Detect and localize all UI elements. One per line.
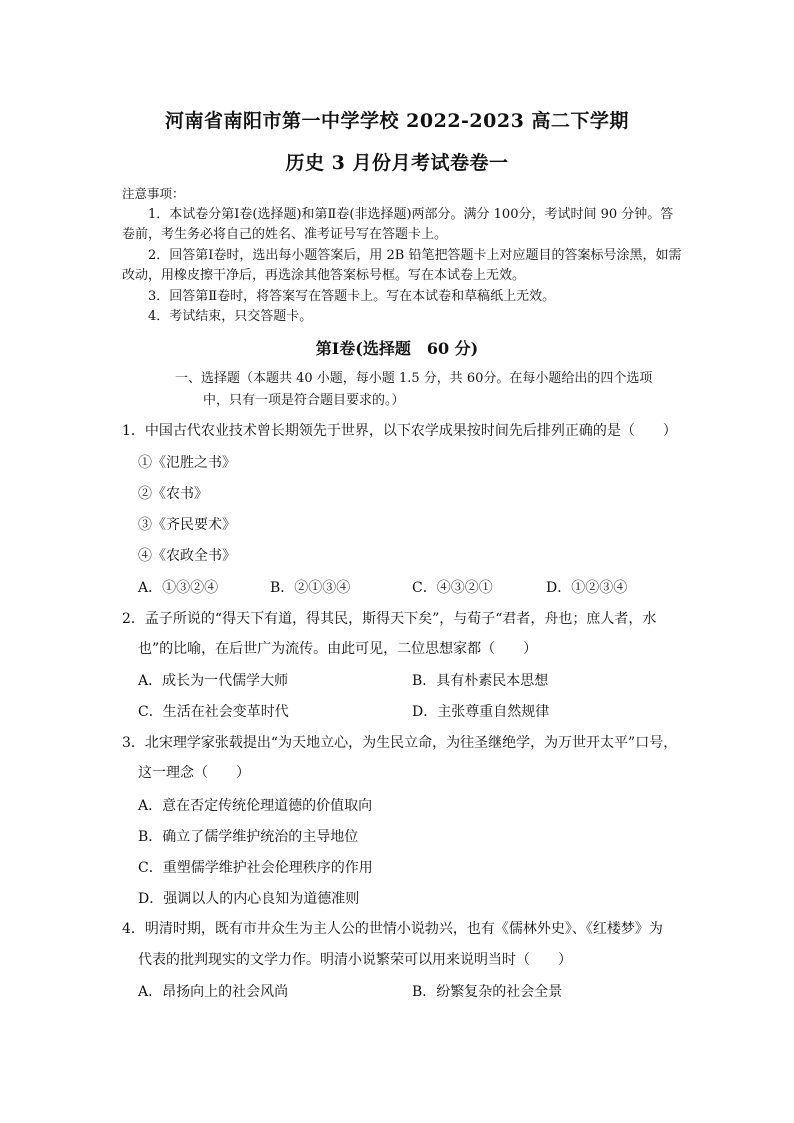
question-stem: 3．北宋理学家张载提出“为天地立心，为生民立命，为往圣继绝学，为万世开太平”口号，	[122, 735, 678, 751]
notice-item: 4．考试结束，只交答题卡。	[148, 309, 313, 324]
instruction-line: 一、选择题（本题共 40 小题，每小题 1.5 分，共 60分。在每小题给出的四个选项	[175, 371, 653, 386]
list-item: ②《农书》	[138, 486, 208, 502]
section-instruction	[175, 368, 675, 412]
notice-item: 3．回答第Ⅱ卷时，将答案写在答题卡上。写在本试卷和草稿纸上无效。	[148, 288, 556, 304]
option-c[interactable]: C．④③②①	[412, 580, 493, 596]
list-item: ③《齐民要术》	[138, 517, 236, 533]
option-b[interactable]: B．确立了儒学维护统治的主导地位	[138, 829, 359, 845]
question-stem: 1．中国古代农业技术曾长期领先于世界，以下农学成果按时间先后排列正确的是（ ）	[122, 423, 677, 439]
notice-item: 2．回答第Ⅰ卷时，选出每小题答案后，用 2B 铅笔把答题卡上对应题目的答案标号涂黑，如需改动，用橡皮擦干净后，再选涂其他答案标号框。写在本试卷上无效。	[122, 247, 682, 283]
notice-item: 1．本试卷分第Ⅰ卷(选择题)和第Ⅱ卷(非选择题)两部分。满分 100分，考试时间 90 分钟。答卷前，考生务必将自己的姓名、准考证号写在答题卡上。	[122, 206, 674, 242]
question-stem: 2．孟子所说的“得天下有道，得其民，斯得天下矣”，与荀子“君者，舟也；庶人者，水	[122, 611, 657, 627]
option-c[interactable]: C．生活在社会变革时代	[138, 704, 289, 720]
list-item: ④《农政全书》	[138, 548, 236, 564]
section-title: 第Ⅰ卷(选择题 60 分)	[315, 339, 479, 358]
option-d[interactable]: D．①②③④	[546, 580, 628, 596]
notice-heading: 注意事项：	[122, 186, 185, 201]
question-stem: 也”的比喻，在后世广为流传。由此可见，二位思想家都（ ）	[138, 641, 538, 657]
option-a[interactable]: A．意在否定传统伦理道德的价值取向	[138, 798, 373, 814]
option-c[interactable]: C．重塑儒学维护社会伦理秩序的作用	[138, 860, 373, 876]
exam-subtitle: 历史 3 月份月考试卷卷一	[285, 152, 509, 174]
question-stem: 代表的批判现实的文学力作。明清小说繁荣可以用来说明当时（ ）	[138, 952, 572, 968]
option-a[interactable]: A．①③②④	[138, 580, 219, 596]
option-a[interactable]: A．昂扬向上的社会风尚	[138, 984, 289, 1000]
exam-title: 河南省南阳市第一中学学校 2022-2023 高二下学期	[165, 110, 629, 132]
question-stem: 这一理念（ ）	[138, 765, 250, 781]
list-item: ①《氾胜之书》	[138, 455, 236, 471]
instruction-line: 中，只有一项是符合题目要求的。）	[203, 393, 405, 408]
notice-block	[122, 184, 682, 328]
option-a[interactable]: A．成长为一代儒学大师	[138, 673, 289, 689]
option-b[interactable]: B．②①③④	[270, 580, 351, 596]
question-stem: 4．明清时期，既有市井众生为主人公的世情小说勃兴，也有《儒林外史》、《红楼梦》为	[122, 921, 663, 937]
option-b[interactable]: B．具有朴素民本思想	[412, 673, 549, 689]
option-d[interactable]: D．强调以人的内心良知为道德准则	[138, 891, 360, 907]
option-d[interactable]: D．主张尊重自然规律	[412, 704, 550, 720]
option-b[interactable]: B．纷繁复杂的社会全景	[412, 984, 563, 1000]
